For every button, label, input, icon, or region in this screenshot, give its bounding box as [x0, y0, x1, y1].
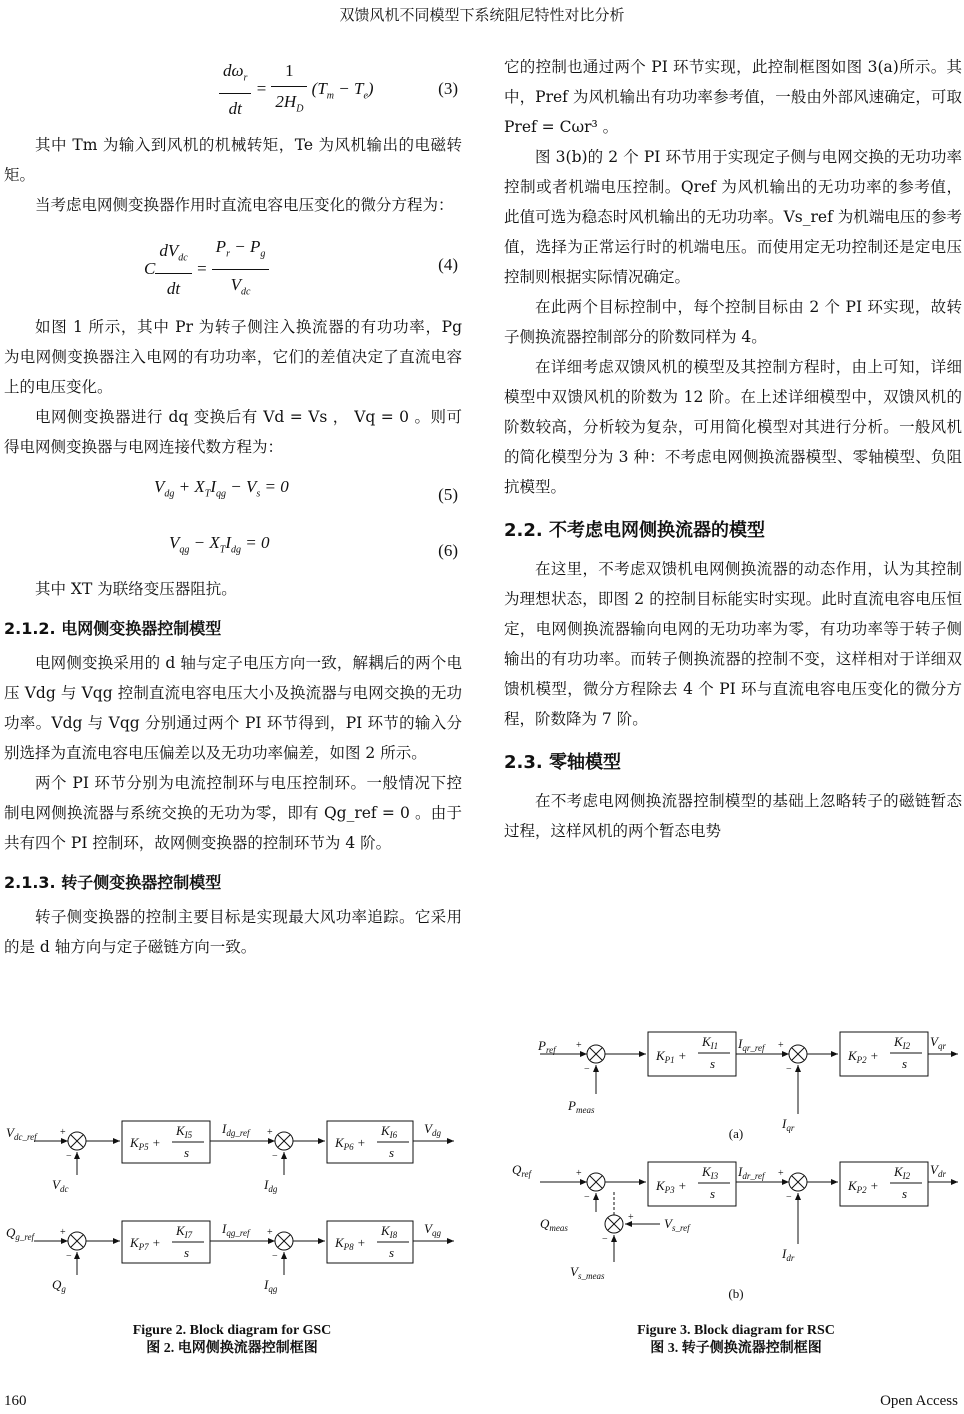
svg-text:KP2 +: $K_{P2}$ + [848, 1178, 879, 1195]
svg-text:Iqg: $I_{qg}$ [264, 1277, 278, 1294]
paragraph: 在这里，不考虑双馈机电网侧换流器的动态作用，认为其控制为理想状态，即图 2 的控制目标能实时实现。此时直流电容电压恒定，电网侧换流器输向电网的无功功率为零，有功功率等于转子侧输出的有功功率。而转子侧换流器的控制不变，这样相对于详细双馈机模型，微分方程除去 4 个 PI 环与直流电容电压变化的微分方程，阶数降为 7 阶。 [504, 560, 962, 728]
svg-text:Idr_ref: $I_{dr\_ref}$ [738, 1164, 765, 1181]
svg-text:−: − [66, 1251, 72, 1262]
svg-text:Qg: $Q_g$ [52, 1277, 66, 1294]
svg-text:s: s [902, 1056, 908, 1071]
paragraph: 图 3(b)的 2 个 PI 环节用于实现定子侧与电网交换的无功功率控制或者机端电压控制。Qref 为风机输出的无功功率的参考值，此值可选为稳态时风机输出的无功功率。Vs_ref 为机端电压的参考值，选择为正常运行时的机端电压。而使用定无功控制还是定电压控制则根据实际情况确定。 [504, 148, 962, 286]
svg-text:KP1 +: $K_{P1}$ + [656, 1048, 687, 1065]
paragraph: 如图 1 所示，其中 Pr 为转子侧注入换流器的有功功率，Pg 为电网侧变换器注入电网的有功功率，它们的差值决定了直流电容上的电压变化。 [4, 318, 462, 396]
svg-text:KP7 +: $K_{P7}$ + [130, 1235, 161, 1252]
left-column [4, 52, 462, 962]
svg-text:KP5 +: $K_{P5}$ + [130, 1135, 161, 1152]
figure-2-caption [4, 1322, 460, 1358]
svg-text:+: + [60, 1227, 66, 1238]
svg-text:KP2 +: $K_{P2}$ + [848, 1048, 879, 1065]
equation-3: $\frac{d\omega_r}{dt}$ = $\frac{1}{2H_D}$ $(T_m - T_e)$ (3) [4, 52, 462, 130]
svg-text:KI3: $K_{I3}$ [702, 1164, 719, 1181]
svg-text:−: − [66, 1151, 72, 1162]
svg-text:Vdg: $V_{dg}$ [424, 1121, 441, 1138]
svg-text:Qmeas: $Q_{meas}$ [540, 1216, 568, 1233]
svg-text:Pref: $P_{ref}$ [538, 1038, 556, 1055]
equation-6: $V_{qg} - X_TI_{dg} = 0$ (6) [4, 518, 462, 574]
page-number: 160 [4, 1393, 27, 1409]
svg-text:Qref: $Q_{ref}$ [512, 1162, 532, 1179]
svg-text:+: + [267, 1227, 273, 1238]
caption-en: Figure 2. Block diagram for GSC [132, 1323, 332, 1338]
section-heading: 2.1.2. 电网侧变换器控制模型 [4, 619, 222, 638]
svg-text:KI2: $K_{I2}$ [894, 1164, 911, 1181]
svg-text:Vs_ref: $V_{s\_ref}$ [664, 1216, 690, 1233]
equation-4: C $\frac{dV_{dc}}{dt}$ = $\frac{P_r - P_g}{V_{dc}}$ (4) [4, 220, 462, 312]
svg-text:Pmeas: $P_{meas}$ [568, 1098, 595, 1115]
svg-text:Idg_ref: $I_{dg\_ref}$ [222, 1121, 250, 1138]
figure-3a-label: (a) [728, 1126, 744, 1141]
svg-text:+: + [267, 1127, 273, 1138]
svg-text:KI5: $K_{I5}$ [176, 1123, 193, 1140]
svg-text:KP3 +: $K_{P3}$ + [656, 1178, 687, 1195]
paragraph: 其中 Tm 为输入到风机的机械转矩，Te 为风机输出的电磁转矩。 [4, 136, 462, 184]
paragraph: 电网侧变换器进行 dq 变换后有 Vd = Vs ， Vq = 0 。则可得电网侧变换器与电网连接代数方程为： [4, 408, 462, 456]
svg-text:−: − [584, 1192, 590, 1203]
section-heading: 2.1.3. 转子侧变换器控制模型 [4, 873, 222, 892]
eq4-number: (4) [438, 255, 458, 274]
svg-text:s: s [710, 1186, 716, 1201]
paragraph: 它的控制也通过两个 PI 环节实现，此控制框图如图 3(a)所示。其中，Pref 为风机输出有功功率参考值，一般由外部风速确定，可取 Pref = Cωr³ 。 [504, 58, 962, 136]
svg-text:−: − [272, 1151, 278, 1162]
svg-text:Iqg_ref: $I_{qg\_ref}$ [222, 1221, 250, 1238]
running-header: 双馈风机不同模型下系统阻尼特性对比分析 [339, 6, 625, 24]
svg-text:s: s [902, 1186, 908, 1201]
svg-text:Vdr: $V_{dr}$ [930, 1162, 946, 1179]
svg-text:Iqr_ref: $I_{qr\_ref}$ [738, 1036, 765, 1053]
right-column [504, 52, 962, 846]
paragraph: 电网侧变换采用的 d 轴与定子电压方向一致，解耦后的两个电压 Vdg 与 Vqg 控制直流电容电压大小及换流器与电网交换的无功功率。Vdg 与 Vqg 分别通过两个 PI 环节得到，PI 环节的输入分别选择为直流电容电压偏差以及无功功率偏差，如图 2 所示。 [4, 654, 462, 762]
svg-text:KI2: $K_{I2}$ [894, 1034, 911, 1051]
eq3-number: (3) [438, 79, 458, 98]
svg-text:Iqr: $I_{qr}$ [782, 1116, 795, 1133]
svg-text:Qg_ref: $Q_{g\_ref}$ [6, 1225, 35, 1242]
svg-text:KI6: $K_{I6}$ [381, 1123, 398, 1140]
svg-text:Vqg: $V_{qg}$ [424, 1221, 441, 1238]
paragraph: 当考虑电网侧变换器作用时直流电容电压变化的微分方程为： [35, 196, 454, 214]
svg-text:Vdc: $V_{dc}$ [52, 1177, 69, 1194]
caption-en: Figure 3. Block diagram for RSC [637, 1323, 835, 1338]
section-heading: 2.2. 不考虑电网侧换流器的模型 [504, 520, 765, 541]
svg-text:Idr: $I_{dr}$ [782, 1246, 795, 1263]
paragraph: 在此两个目标控制中，每个控制目标由 2 个 PI 环实现，故转子侧换流器控制部分的阶数同样为 4。 [504, 298, 962, 346]
svg-text:s: s [184, 1145, 190, 1160]
paragraph: 在不考虑电网侧换流器控制模型的基础上忽略转子的磁链暂态过程，这样风机的两个暂态电势 [504, 792, 962, 840]
svg-text:KP6 +: $K_{P6}$ + [335, 1135, 366, 1152]
svg-text:+: + [576, 1040, 582, 1051]
svg-text:Vdc_ref: $V_{dc\_ref}$ [6, 1125, 37, 1142]
svg-text:s: s [389, 1145, 395, 1160]
svg-text:Idg: $I_{dg}$ [264, 1177, 278, 1194]
svg-text:−: − [786, 1064, 792, 1075]
caption-zh: 图 3. 转子侧换流器控制框图 [650, 1341, 822, 1356]
paragraph: 两个 PI 环节分别为电流控制环与电压控制环。一般情况下控制电网侧换流器与系统交换的无功为零，即有 Qg_ref = 0 。由于共有四个 PI 控制环，故网侧变换器的控制环节为 4 阶。 [4, 774, 462, 852]
svg-text:Vs_meas: $V_{s\_meas}$ [570, 1264, 605, 1281]
paragraph: 转子侧变换器的控制主要目标是实现最大风功率追踪。它采用的是 d 轴方向与定子磁链方向一致。 [4, 908, 462, 956]
svg-text:−: − [786, 1192, 792, 1203]
paragraph: 其中 XT 为联络变压器阻抗。 [35, 580, 237, 598]
figure-3 [510, 1022, 962, 1302]
caption-zh: 图 2. 电网侧换流器控制框图 [146, 1341, 318, 1356]
svg-text:KP8 +: $K_{P8}$ + [335, 1235, 366, 1252]
section-heading: 2.3. 零轴模型 [504, 752, 621, 773]
figure-3-caption [510, 1322, 962, 1358]
eq5-number: (5) [438, 485, 458, 504]
svg-text:−: − [584, 1064, 590, 1075]
svg-text:−: − [272, 1251, 278, 1262]
svg-text:KI7: $K_{I7}$ [176, 1223, 193, 1240]
svg-text:KI1: $K_{I1}$ [702, 1034, 719, 1051]
paragraph: 在详细考虑双馈风机的模型及其控制方程时，由上可知，详细模型中双馈风机的阶数为 12 阶。在上述详细模型中，双馈风机的阶数较高，分析较为复杂，可用简化模型对其进行分析。一般风机的简化模型分为 3 种：不考虑电网侧换流器模型、零轴模型、负阻抗模型。 [504, 358, 962, 496]
svg-text:+: + [778, 1040, 784, 1051]
figure-2 [4, 1115, 460, 1305]
svg-text:+: + [60, 1127, 66, 1138]
svg-text:+: + [778, 1168, 784, 1179]
figure-3b-label: (b) [728, 1286, 744, 1301]
eq6-number: (6) [438, 541, 458, 560]
svg-text:s: s [184, 1245, 190, 1260]
svg-text:KI8: $K_{I8}$ [381, 1223, 398, 1240]
svg-text:+: + [628, 1212, 634, 1223]
svg-text:s: s [389, 1245, 395, 1260]
svg-text:Vqr: $V_{qr}$ [930, 1034, 946, 1051]
svg-text:+: + [576, 1168, 582, 1179]
svg-text:s: s [710, 1056, 716, 1071]
svg-text:−: − [602, 1234, 608, 1245]
equation-5: $V_{dg} + X_TI_{qg} - V_s = 0$ (5) [4, 462, 462, 518]
publisher-footer: Open Access [880, 1393, 958, 1409]
